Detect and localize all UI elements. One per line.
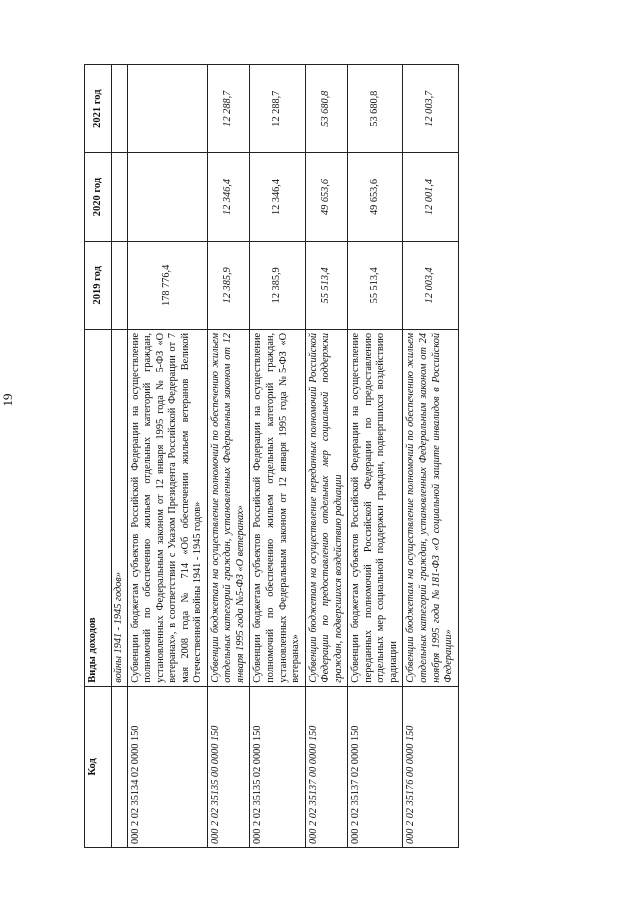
cell-2019 <box>112 241 128 329</box>
page-number-text: 19 <box>0 393 15 407</box>
cell-code: 000 2 02 35137 00 0000 150 <box>305 686 348 847</box>
income-table <box>84 64 459 848</box>
cell-2019: 12 385,9 <box>250 241 305 329</box>
cell-2021: 12 003,7 <box>403 65 458 153</box>
cell-code: 000 2 02 35176 00 0000 150 <box>403 686 458 847</box>
table-header-row <box>85 65 112 848</box>
cell-2021 <box>127 65 207 153</box>
cell-code: 000 2 02 35135 00 0000 150 <box>207 686 250 847</box>
cell-name: Субвенции бюджетам на осуществление полномочий по обеспечению жильем отдельных категорий граждан, установленных Федеральным законом от 12 января 1995 года №5-ФЗ «О ветеранах» <box>207 329 250 686</box>
table-row-continuation <box>112 65 128 848</box>
header-2020: 2020 год <box>85 153 112 241</box>
income-table-container <box>84 64 556 848</box>
cell-2019: 55 513,4 <box>348 241 403 329</box>
table-row <box>305 65 348 848</box>
table-row <box>348 65 403 848</box>
cell-2020: 49 653,6 <box>305 153 348 241</box>
table-row <box>250 65 305 848</box>
page-number <box>0 350 16 450</box>
cell-2019: 12 385,9 <box>207 241 250 329</box>
cell-code: 000 2 02 35137 02 0000 150 <box>348 686 403 847</box>
cell-2020: 49 653,6 <box>348 153 403 241</box>
header-2021: 2021 год <box>85 65 112 153</box>
cell-name: войны 1941 - 1945 годов» <box>112 329 128 686</box>
cell-2019: 12 003,4 <box>403 241 458 329</box>
header-2019: 2019 год <box>85 241 112 329</box>
cell-code: 000 2 02 35134 02 0000 150 <box>127 686 207 847</box>
cell-name: Субвенции бюджетам субъектов Российской Федерации на осуществление полномочий по обеспечению жильем отдельных категорий граждан, установленных Федеральным законом от 12 января 1995 года № 5-ФЗ «О ветеранах», в соответствии с Указом Президента Российской Федерации от 7 мая 2008 года № 714 «Об обеспечении жильем ветеранов Великой Отечественной войны 1941 - 1945 годов» <box>127 329 207 686</box>
cell-2020: 12 346,4 <box>250 153 305 241</box>
cell-2020 <box>112 153 128 241</box>
cell-2021: 53 680,8 <box>348 65 403 153</box>
table-row <box>127 65 207 848</box>
cell-2021 <box>112 65 128 153</box>
cell-2021: 12 288,7 <box>250 65 305 153</box>
cell-2019: 178 776,4 <box>127 241 207 329</box>
header-code: Код <box>85 686 112 847</box>
table-body <box>112 65 459 848</box>
cell-2020: 12 346,4 <box>207 153 250 241</box>
cell-name: Субвенции бюджетам на осуществление полномочий по обеспечению жильем отдельных категорий граждан, установленных Федеральным законом от 24 ноября 1995 года №181-ФЗ «О социальной защите инвалидов в Российской Федерации» <box>403 329 458 686</box>
table-row <box>207 65 250 848</box>
cell-code <box>112 686 128 847</box>
cell-2019: 55 513,4 <box>305 241 348 329</box>
cell-2020: 12 001,4 <box>403 153 458 241</box>
cell-name: Субвенции бюджетам субъектов Российской Федерации на осуществление переданных полномочий Российской Федерации по предоставлению отдельных мер социальной поддержки граждан, подвергшихся воздействию радиации <box>348 329 403 686</box>
cell-code: 000 2 02 35135 02 0000 150 <box>250 686 305 847</box>
cell-name: Субвенции бюджетам субъектов Российской Федерации на осуществление полномочий по обеспечению жильем отдельных категорий граждан, установленных Федеральным законом от 12 января 1995 года №5-ФЗ «О ветеранах» <box>250 329 305 686</box>
cell-2021: 53 680,8 <box>305 65 348 153</box>
header-name: Виды доходов <box>85 329 112 686</box>
cell-2020 <box>127 153 207 241</box>
cell-name: Субвенции бюджетам на осуществление переданных полномочий Российской Федерации по предоставлению отдельных мер социальной поддержки граждан, подвергшихся воздействию радиации <box>305 329 348 686</box>
cell-2021: 12 288,7 <box>207 65 250 153</box>
table-row <box>403 65 458 848</box>
